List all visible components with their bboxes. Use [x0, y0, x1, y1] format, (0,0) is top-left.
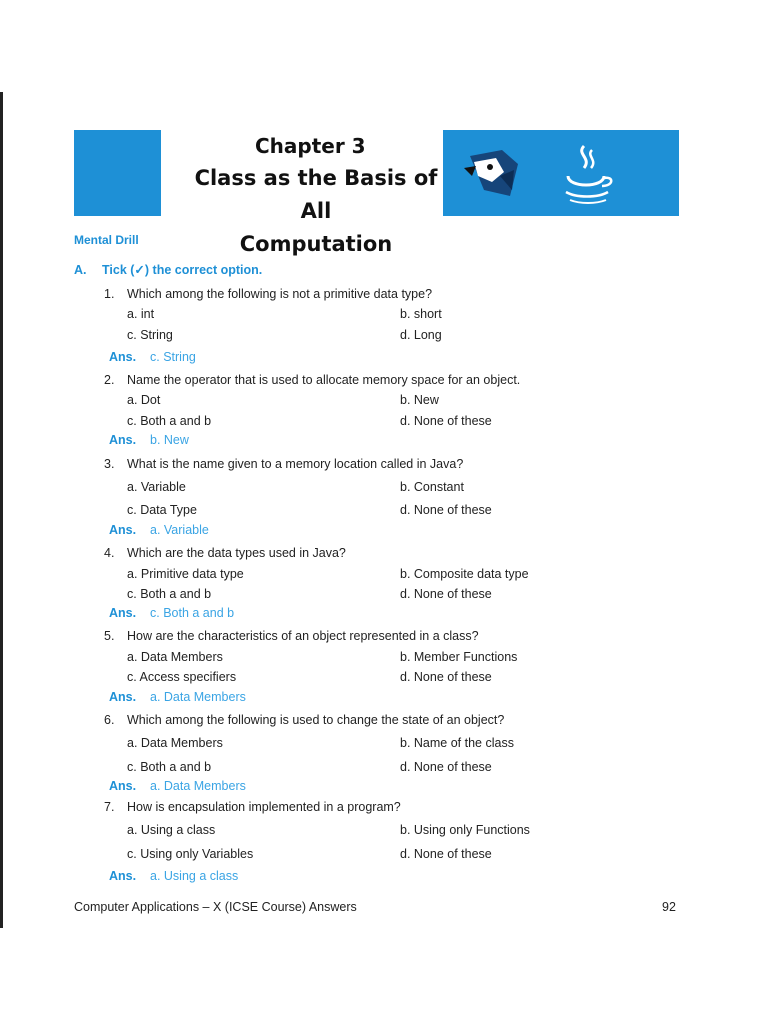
option: d. None of these: [400, 847, 492, 861]
answer-label: Ans.: [109, 690, 137, 704]
answer-label: Ans.: [109, 433, 137, 447]
question-number: 5.: [104, 629, 115, 643]
answer: [109, 606, 234, 620]
question-number: 4.: [104, 546, 115, 560]
chapter-banner-left: [74, 130, 161, 216]
question: [104, 546, 346, 560]
question-text: How is encapsulation implemented in a program?: [127, 800, 401, 814]
answer-value: b. New: [150, 433, 189, 447]
option: c. Both a and b: [127, 760, 212, 774]
chapter-title: [186, 162, 446, 261]
option: d. None of these: [400, 670, 492, 684]
option: c. Both a and b: [127, 414, 212, 428]
chapter-title-line-2: Computation: [239, 232, 393, 256]
question-number: 1.: [104, 287, 115, 301]
question-text: Which among the following is used to change the state of an object?: [127, 713, 505, 727]
option: c. String: [127, 328, 173, 342]
page-edge-rule: [0, 92, 3, 928]
option: b. New: [400, 393, 439, 407]
question-number: 3.: [104, 457, 115, 471]
question-text: How are the characteristics of an object represented in a class?: [127, 629, 479, 643]
question: [104, 800, 401, 814]
answer: [109, 523, 209, 537]
question: [104, 287, 432, 301]
question-number: 7.: [104, 800, 115, 814]
option: a. Primitive data type: [127, 567, 244, 581]
option: b. short: [400, 307, 442, 321]
option: d. None of these: [400, 587, 492, 601]
answer: [109, 869, 238, 883]
page-number: 92: [662, 900, 676, 914]
option: d. None of these: [400, 760, 492, 774]
option: c. Using only Variables: [127, 847, 254, 861]
option: c. Data Type: [127, 503, 197, 517]
answer: [109, 433, 189, 447]
section-title: Mental Drill: [74, 233, 139, 247]
question-text: Which are the data types used in Java?: [127, 546, 346, 560]
chapter-title-line-1: Class as the Basis of All: [194, 166, 438, 223]
option: c. Access specifiers: [127, 670, 237, 684]
option: d. Long: [400, 328, 442, 342]
answer-value: c. Both a and b: [150, 606, 235, 620]
answer-value: c. String: [150, 350, 196, 364]
option: b. Composite data type: [400, 567, 529, 581]
option: a. Data Members: [127, 736, 223, 750]
option: a. Using a class: [127, 823, 216, 837]
option: a. Dot: [127, 393, 161, 407]
question-number: 2.: [104, 373, 115, 387]
option: c. Both a and b: [127, 587, 212, 601]
option: b. Constant: [400, 480, 464, 494]
question-text: Which among the following is not a primitive data type?: [127, 287, 433, 301]
question: [104, 373, 520, 387]
option: b. Member Functions: [400, 650, 518, 664]
option: b. Name of the class: [400, 736, 514, 750]
option: d. None of these: [400, 503, 492, 517]
answer-label: Ans.: [109, 779, 137, 793]
sub-section-text: Tick (✓) the correct option.: [102, 263, 263, 277]
question-text: What is the name given to a memory location called in Java?: [127, 457, 464, 471]
java-coffee-cup-icon: [560, 144, 616, 210]
answer: [109, 350, 196, 364]
option: a. Variable: [127, 480, 186, 494]
question: [104, 713, 504, 727]
footer-text: Computer Applications – X (ICSE Course) Answers: [74, 900, 357, 914]
answer-label: Ans.: [109, 869, 137, 883]
blue-bird-mascot-icon: [462, 146, 524, 200]
option: b. Using only Functions: [400, 823, 530, 837]
question: [104, 629, 479, 643]
answer-value: a. Variable: [150, 523, 209, 537]
sub-section-letter: A.: [74, 263, 87, 277]
answer-value: a. Data Members: [150, 690, 246, 704]
option: d. None of these: [400, 414, 492, 428]
answer-value: a. Data Members: [150, 779, 246, 793]
answer: [109, 779, 246, 793]
question-number: 6.: [104, 713, 115, 727]
answer-label: Ans.: [109, 523, 137, 537]
answer-value: a. Using a class: [150, 869, 239, 883]
question-text: Name the operator that is used to allocate memory space for an object.: [127, 373, 521, 387]
answer-label: Ans.: [109, 350, 137, 364]
chapter-number: Chapter 3: [255, 134, 366, 158]
option: a. int: [127, 307, 155, 321]
sub-section-heading: [74, 262, 262, 277]
answer-label: Ans.: [109, 606, 137, 620]
option: a. Data Members: [127, 650, 223, 664]
answer: [109, 690, 246, 704]
question: [104, 457, 463, 471]
